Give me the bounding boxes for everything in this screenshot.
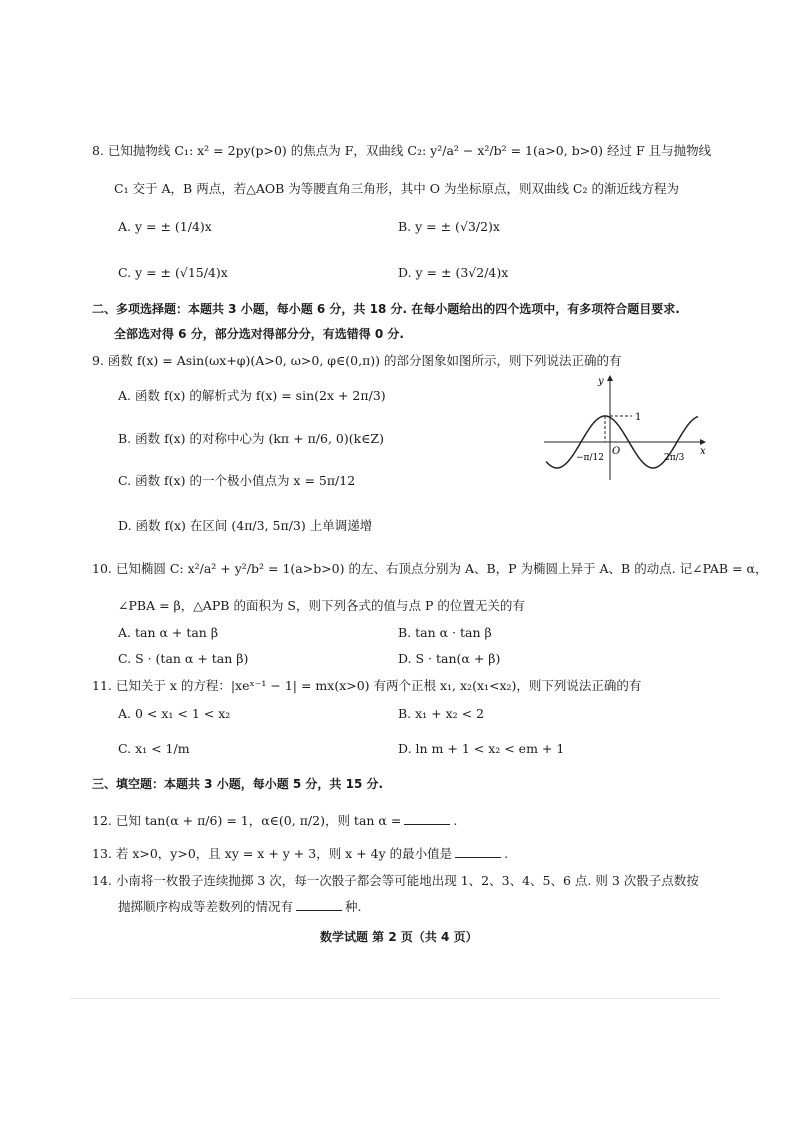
section3-heading: 三、填空题：本题共 3 小题，每小题 5 分，共 15 分. <box>92 777 384 791</box>
page-divider <box>70 998 720 999</box>
q11-option-a: A. 0 < x₁ < 1 < x₂ <box>118 706 231 721</box>
q8-option-a: A. y = ± (1/4)x <box>118 219 212 234</box>
q14-stem-line1: 14. 小南将一枚骰子连续抛掷 3 次，每一次骰子都会等可能地出现 1、2、3、4、5、6 点. 则 3 次骰子点数按 <box>92 873 699 888</box>
y-axis-label: y <box>598 376 604 387</box>
right-tick-label: 2π/3 <box>664 453 685 463</box>
section2-heading-line1: 二、多项选择题：本题共 3 小题，每小题 6 分，共 18 分. 在每小题给出的四个选项中，有多项符合题目要求. <box>92 302 680 316</box>
q13-end: . <box>504 846 509 861</box>
q8-option-d: D. y = ± (3√2/4)x <box>398 265 509 280</box>
q14 <box>118 896 362 918</box>
q9-option-b: B. 函数 f(x) 的对称中心为 (kπ + π/6, 0)(k∈Z) <box>118 431 384 446</box>
q11-option-d: D. ln m + 1 < x₂ < em + 1 <box>398 741 565 756</box>
q11-option-b: B. x₁ + x₂ < 2 <box>398 706 485 721</box>
q14-end: 种. <box>345 899 362 914</box>
q9-sine-graph <box>540 372 710 482</box>
q8-stem-line2: C₁ 交于 A，B 两点，若△AOB 为等腰直角三角形，其中 O 为坐标原点，则双曲线 C₂ 的渐近线方程为 <box>114 181 679 196</box>
q9-option-a: A. 函数 f(x) 的解析式为 f(x) = sin(2x + 2π/3) <box>118 388 386 403</box>
q10-option-b: B. tan α · tan β <box>398 625 492 640</box>
q12-answer-blank <box>404 810 450 825</box>
q13 <box>92 843 508 865</box>
origin-label: O <box>612 446 621 457</box>
q12-text: 12. 已知 tan(α + π/6) = 1，α∈(0, π/2)，则 tan α = <box>92 813 402 828</box>
q10-option-c: C. S · (tan α + tan β) <box>118 651 249 666</box>
q13-text: 13. 若 x>0，y>0，且 xy = x + y + 3，则 x + 4y 的最小值是 <box>92 846 453 861</box>
left-tick-label: −π/12 <box>576 453 604 463</box>
max-value-label: 1 <box>635 412 642 423</box>
q10-option-a: A. tan α + tan β <box>118 625 219 640</box>
q10-option-d: D. S · tan(α + β) <box>398 651 501 666</box>
q14-text: 抛掷顺序构成等差数列的情况有 <box>118 899 294 914</box>
page-footer: 数学试题 第 2 页（共 4 页） <box>320 930 478 944</box>
q11-option-c: C. x₁ < 1/m <box>118 741 190 756</box>
section2-heading-line2: 全部选对得 6 分，部分选对得部分分，有选错得 0 分. <box>114 327 404 341</box>
q8-stem-line1: 8. 已知抛物线 C₁: x² = 2py(p>0) 的焦点为 F，双曲线 C₂: y²/a² − x²/b² = 1(a>0, b>0) 经过 F 且与抛物线 <box>92 143 712 158</box>
x-axis-label: x <box>700 446 706 457</box>
q9-option-d: D. 函数 f(x) 在区间 (4π/3, 5π/3) 上单调递增 <box>118 518 373 533</box>
q12 <box>92 810 457 832</box>
q9-stem: 9. 函数 f(x) = Asin(ωx+φ)(A>0, ω>0, φ∈(0,π)) 的部分图象如图所示，则下列说法正确的有 <box>92 353 622 368</box>
q14-answer-blank <box>296 896 342 911</box>
q11-stem: 11. 已知关于 x 的方程：|xeˣ⁻¹ − 1| = mx(x>0) 有两个正根 x₁, x₂(x₁<x₂)，则下列说法正确的有 <box>92 678 642 693</box>
q12-end: . <box>453 813 458 828</box>
q8-option-c: C. y = ± (√15/4)x <box>118 265 228 280</box>
q10-stem-line1: 10. 已知椭圆 C: x²/a² + y²/b² = 1(a>b>0) 的左、右顶点分别为 A、B，P 为椭圆上异于 A、B 的动点. 记∠PAB = α， <box>92 561 768 576</box>
q10-stem-line2: ∠PBA = β，△APB 的面积为 S，则下列各式的值与点 P 的位置无关的有 <box>118 598 525 613</box>
q8-option-b: B. y = ± (√3/2)x <box>398 219 500 234</box>
q13-answer-blank <box>455 843 501 858</box>
q9-option-c: C. 函数 f(x) 的一个极小值点为 x = 5π/12 <box>118 473 356 488</box>
